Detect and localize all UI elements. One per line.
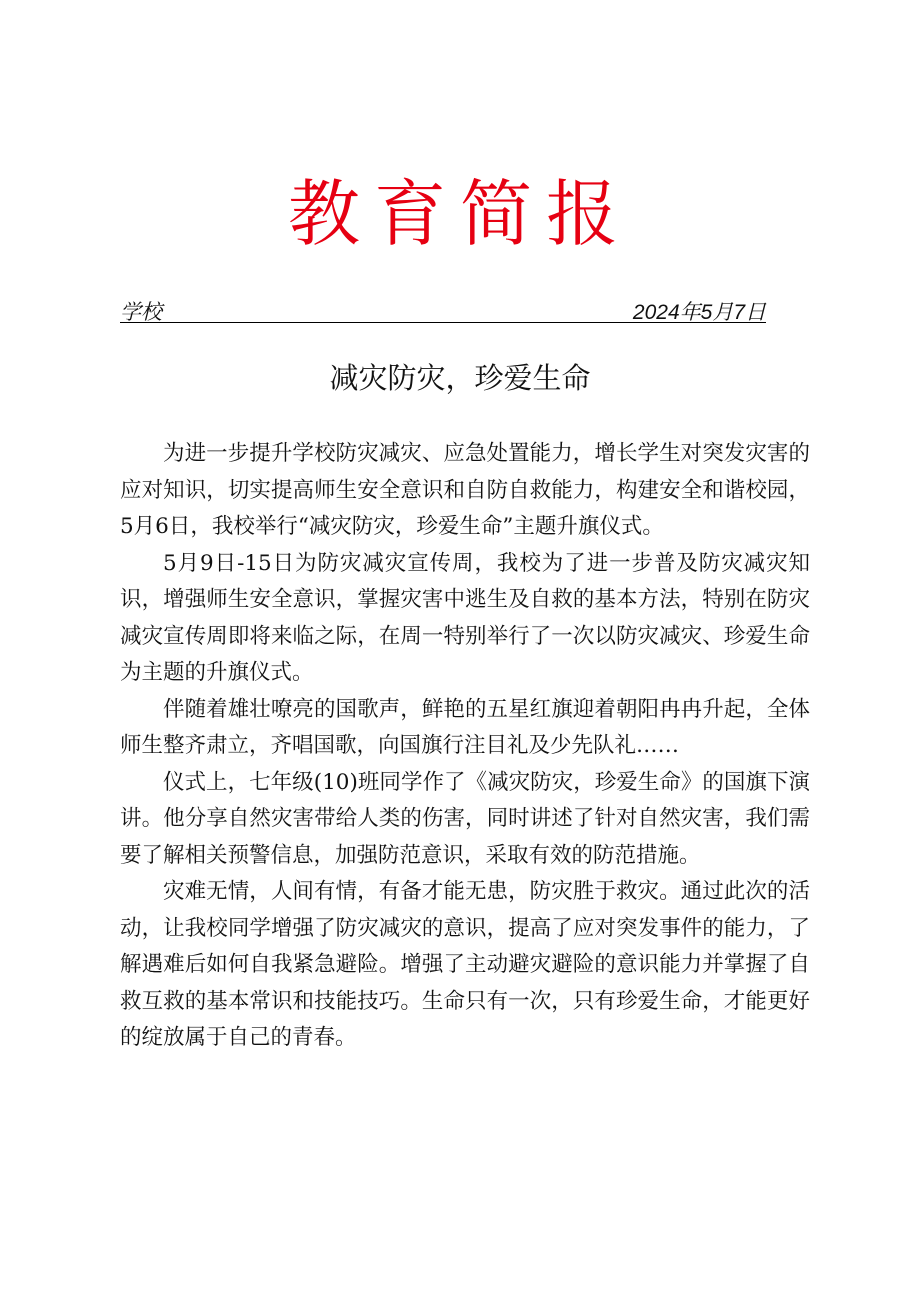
article-title: 减灾防灾，珍爱生命: [329, 361, 591, 395]
article-paragraph-4: 仪式上，七年级(10)班同学作了《减灾防灾，珍爱生命》的国旗下演讲。他分享自然灾害带给人类的伤害，同时讲述了针对自然灾害，我们需要了解相关预警信息，加强防范意识，采取有效的防范措施。: [120, 769, 810, 868]
article-body: [120, 436, 810, 1057]
newsletter-masthead: 教育简报: [287, 172, 632, 256]
article-paragraph-1: 为进一步提升学校防灾减灾、应急处置能力，增长学生对突发灾害的应对知识，切实提高师生安全意识和自防自救能力，构建安全和谐校园，5月6日，我校举行“减灾防灾，珍爱生命”主题升旗仪式。: [120, 441, 810, 539]
article-paragraph-2: 5月9日-15日为防灾减灾宣传周，我校为了进一步普及防灾减灾知识，增强师生安全意识，掌握灾害中逃生及自救的基本方法，特别在防灾减灾宣传周即将来临之际，在周一特别举行了一次以防灾减灾、珍爱生命为主题的升旗仪式。: [120, 550, 810, 685]
masthead-meta-row: [120, 296, 766, 323]
article-paragraph-5: 灾难无情，人间有情，有备才能无患，防灾胜于救灾。通过此次的活动，让我校同学增强了防灾减灾的意识，提高了应对突发事件的能力，了解遇难后如何自我紧急避险。增强了主动避灾避险的意识能力并掌握了自救互救的基本常识和技能技巧。生命只有一次，只有珍爱生命，才能更好的绽放属于自己的青春。: [120, 879, 810, 1050]
school-label: 学校: [120, 301, 162, 324]
article-paragraph-3: 伴随着雄壮嘹亮的国歌声，鲜艳的五星红旗迎着朝阳冉冉升起，全体师生整齐肃立，齐唱国歌，向国旗行注目礼及少先队礼……: [120, 696, 810, 758]
issue-date: 2024年5月7日: [632, 301, 766, 324]
